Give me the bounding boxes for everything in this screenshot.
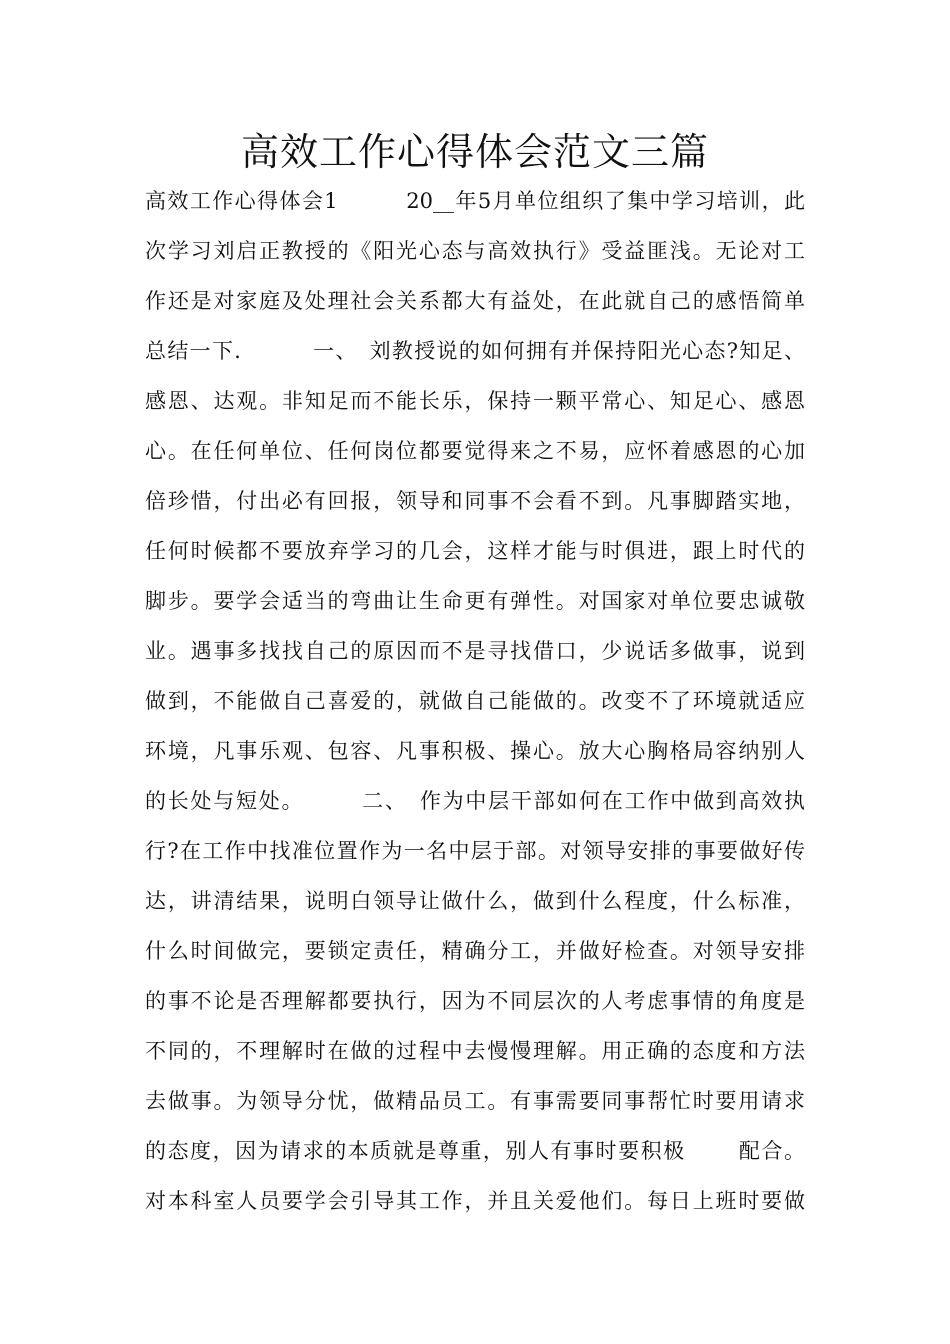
body-text-line: 心。在任何单位、任何岗位都要觉得来之不易，应怀着感恩的心加 (145, 439, 805, 463)
body-text-line: 高效工作心得体会1 20__年5月单位组织了集中学习培训，此 (145, 189, 805, 213)
body-text-line: 环境，凡事乐观、包容、凡事积极、操心。放大心胸格局容纳别人 (145, 739, 805, 763)
body-text-line: 达，讲清结果，说明白领导让做什么，做到什么程度，什么标准， (145, 889, 805, 913)
body-text-line: 作还是对家庭及处理社会关系都大有益处，在此就自己的感悟简单 (145, 289, 805, 313)
body-text-line: 的事不论是否理解都要执行，因为不同层次的人考虑事情的角度是 (145, 989, 805, 1013)
body-text-line: 次学习刘启正教授的《阳光心态与高效执行》受益匪浅。无论对工 (145, 239, 805, 263)
body-text-line: 业。遇事多找找自己的原因而不是寻找借口，少说话多做事，说到 (145, 639, 805, 663)
body-text-line: 的态度，因为请求的本质就是尊重，别人有事时要积极 配合。 (145, 1139, 805, 1163)
body-text-line: 行?在工作中找准位置作为一名中层于部。对领导安排的事要做好传 (145, 839, 805, 863)
body-text-line: 做到，不能做自己喜爱的，就做自己能做的。改变不了环境就适应 (145, 689, 805, 713)
body-text-line: 倍珍惜，付出必有回报，领导和同事不会看不到。凡事脚踏实地， (145, 489, 805, 513)
body-text-line: 不同的，不理解时在做的过程中去慢慢理解。用正确的态度和方法 (145, 1039, 805, 1063)
body-text-line: 任何时候都不要放弃学习的几会，这样才能与时俱进，跟上时代的 (145, 539, 805, 563)
body-text-line: 什么时间做完，要锁定责任，精确分工，并做好检查。对领导安排 (145, 939, 805, 963)
body-text-line: 脚步。要学会适当的弯曲让生命更有弹性。对国家对单位要忠诚敬 (145, 589, 805, 613)
body-text-line: 总结一下． 一、 刘教授说的如何拥有并保持阳光心态?知足、 (145, 339, 805, 363)
body-text-line: 的长处与短处。 二、 作为中层干部如何在工作中做到高效执 (145, 789, 805, 813)
body-text-line: 感恩、达观。非知足而不能长乐，保持一颗平常心、知足心、感恩 (145, 389, 805, 413)
body-text-line: 对本科室人员要学会引导其工作，并且关爱他们。每日上班时要做 (145, 1189, 805, 1213)
body-text-line: 去做事。为领导分忧，做精品员工。有事需要同事帮忙时要用请求 (145, 1089, 805, 1113)
document-title: 高效工作心得体会范文三篇 (240, 130, 709, 174)
